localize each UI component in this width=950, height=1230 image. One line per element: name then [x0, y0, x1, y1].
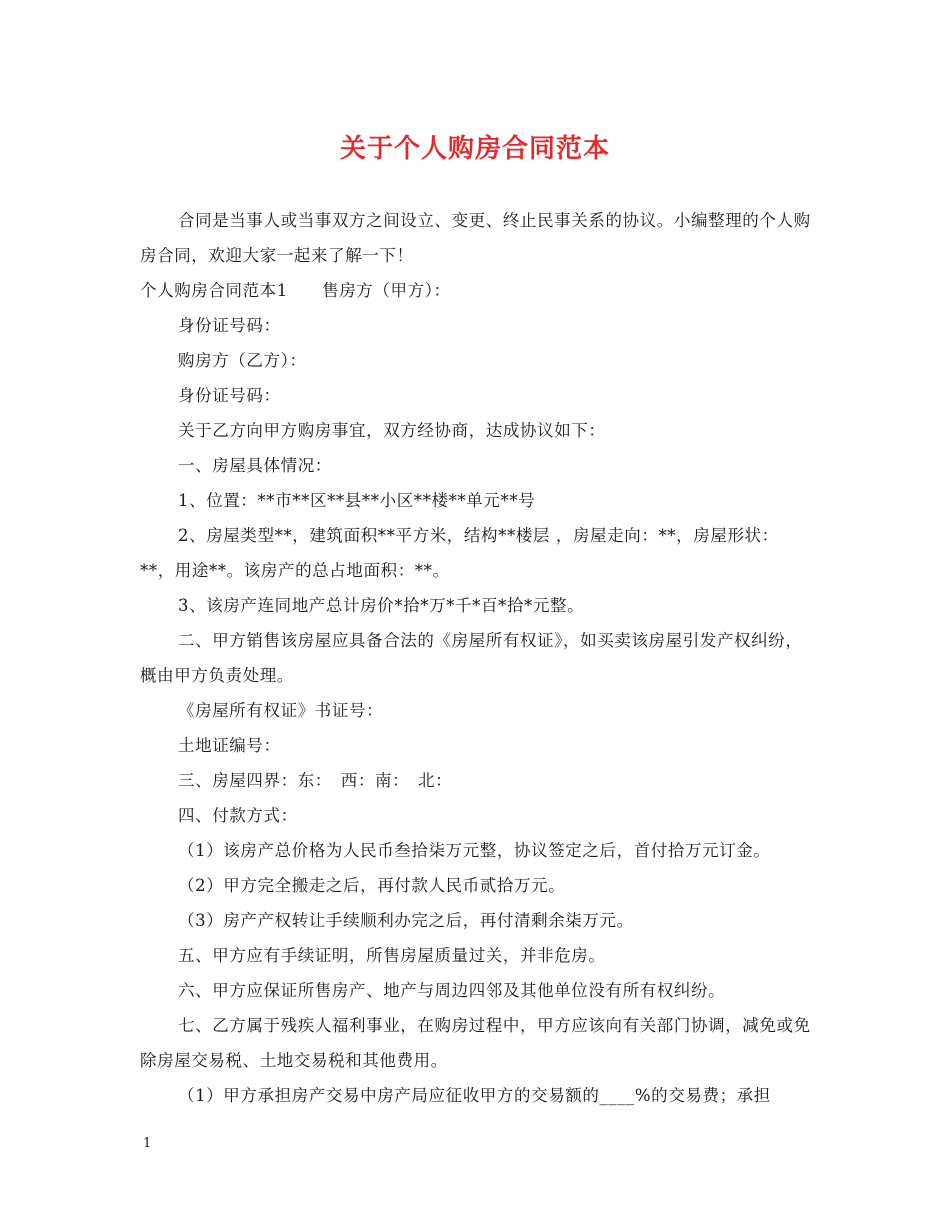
paragraph-location: 1、位置：**市**区**县**小区**楼**单元**号	[178, 491, 536, 510]
paragraph-section-5: 五、甲方应有手续证明，所售房屋质量过关，并非危房。	[178, 946, 606, 965]
document-title: 关于个人购房合同范本	[339, 134, 610, 164]
paragraph-land-cert-no: 土地证编号：	[178, 736, 281, 755]
paragraph-intro: 合同是当事人或当事双方之间设立、变更、终止民事关系的协议。小编整理的个人购房合同，欢迎大家一起来了解一下！	[140, 211, 811, 265]
paragraph-section-3: 三、房屋四界：东： 西：南： 北：	[178, 771, 453, 790]
paragraph-payment-1: （1）该房产总价格为人民币叁拾柒万元整，协议签定之后，首付拾万元订金。	[178, 841, 771, 860]
paragraph-seller-id: 身份证号码：	[178, 316, 281, 335]
paragraph-section-2: 二、甲方销售该房屋应具备合法的《房屋所有权证》，如买卖该房屋引发产权纠纷，概由甲方负责处理。	[140, 631, 803, 685]
paragraph-payment-3: （3）房产产权转让手续顺利办完之后，再付清剩余柒万元。	[178, 911, 634, 930]
paragraph-buyer: 购房方（乙方）：	[178, 351, 307, 370]
paragraph-payment-2: （2）甲方完全搬走之后，再付款人民币贰拾万元。	[178, 876, 566, 895]
paragraph-section-7: 七、乙方属于残疾人福利事业，在购房过程中，甲方应该向有关部门协调，减免或免除房屋交易税、土地交易税和其他费用。	[140, 1016, 811, 1070]
paragraph-fee-1: （1）甲方承担房产交易中房产局应征收甲方的交易额的____%的交易费；承担	[178, 1086, 771, 1105]
page-number: 1	[143, 1136, 152, 1151]
paragraph-contract-heading: 个人购房合同范本1 售房方（甲方）：	[140, 281, 451, 300]
document-body	[140, 203, 812, 1113]
paragraph-section-1: 一、房屋具体情况：	[178, 456, 332, 475]
paragraph-buyer-id: 身份证号码：	[178, 386, 281, 405]
paragraph-price: 3、该房产连同地产总计房价*拾*万*千*百*拾*元整。	[178, 596, 585, 615]
paragraph-agreement: 关于乙方向甲方购房事宜，双方经协商，达成协议如下：	[178, 421, 606, 440]
paragraph-section-4: 四、付款方式：	[178, 806, 298, 825]
paragraph-certificate-no: 《房屋所有权证》书证号：	[178, 701, 384, 720]
paragraph-house-type: 2、房屋类型**，建筑面积**平方米，结构**楼层 ，房屋走向：**，房屋形状：**，用途**。该房产的总占地面积：**。	[140, 526, 779, 580]
paragraph-section-6: 六、甲方应保证所售房产、地产与周边四邻及其他单位没有所有权纠纷。	[178, 981, 726, 1000]
